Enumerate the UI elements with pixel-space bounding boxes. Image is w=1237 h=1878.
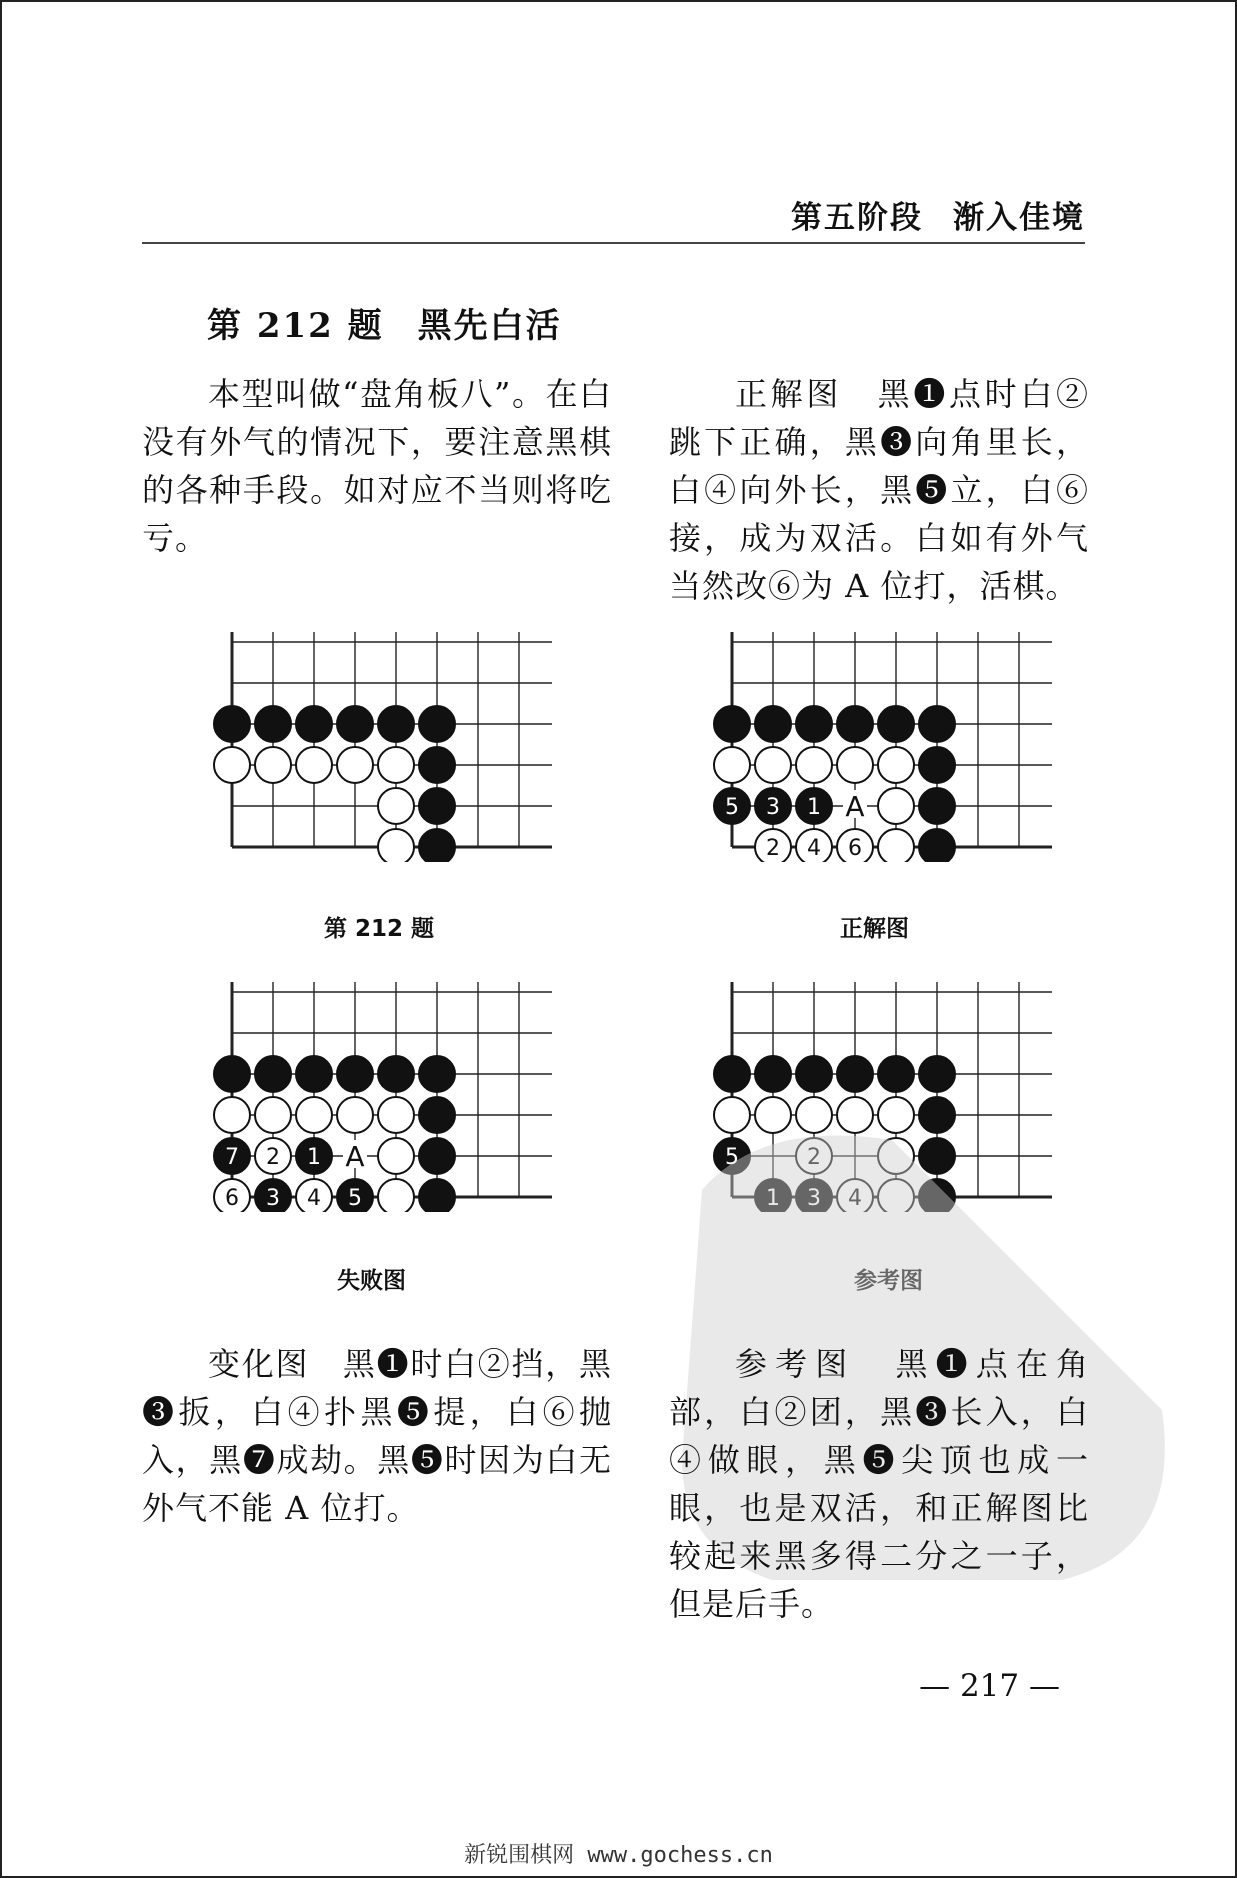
- white-stone: [878, 1138, 914, 1174]
- stone-move-number: 3: [266, 1186, 280, 1211]
- black-stone: [419, 1179, 455, 1212]
- caption-solution: 正解图: [840, 916, 909, 942]
- white-stone: [878, 829, 914, 862]
- problem-task: 黑先白活: [417, 306, 562, 346]
- black-stone: [919, 829, 955, 862]
- white-stone: [837, 1097, 873, 1133]
- stone-move-number: 3: [807, 1186, 821, 1211]
- white-stone: [378, 1179, 414, 1212]
- white-stone: [878, 1097, 914, 1133]
- black-stone: [419, 1056, 455, 1092]
- stone-move-number: 1: [307, 1145, 321, 1170]
- black-stone: [919, 1179, 955, 1212]
- stone-move-number: 4: [807, 836, 821, 861]
- white-stone: [378, 788, 414, 824]
- solution-paragraph: 正解图 黑❶点时白②跳下正确，黑❸向角里长，白④向外长，黑❺立，白⑥接，成为双活。白如有外气当然改⑥为 A 位打，活棋。: [669, 375, 1089, 605]
- point-mark-label: A: [845, 790, 865, 823]
- white-stone: [255, 747, 291, 783]
- white-stone: [796, 1097, 832, 1133]
- black-stone: [919, 788, 955, 824]
- go-diagram-reference: [712, 982, 1052, 1212]
- stone-move-number: 5: [725, 1145, 739, 1170]
- black-stone: [919, 706, 955, 742]
- point-mark-label: A: [345, 1140, 365, 1173]
- black-stone: [714, 1056, 750, 1092]
- black-stone: [378, 1056, 414, 1092]
- header-rule: [142, 242, 1085, 244]
- white-stone: [714, 1097, 750, 1133]
- stone-move-number: 7: [225, 1145, 239, 1170]
- black-stone: [755, 1056, 791, 1092]
- black-stone: [296, 706, 332, 742]
- white-stone: [255, 1097, 291, 1133]
- white-stone: [214, 747, 250, 783]
- black-stone: [837, 1056, 873, 1092]
- top-border: [2, 0, 1235, 2]
- black-stone: [419, 747, 455, 783]
- black-stone: [255, 706, 291, 742]
- white-stone: [755, 1097, 791, 1133]
- black-stone: [419, 829, 455, 862]
- header-section: 第五阶段: [791, 200, 923, 236]
- header-subtitle: 渐入佳境: [953, 200, 1085, 236]
- go-diagram-solution: [712, 632, 1052, 862]
- black-stone: [337, 706, 373, 742]
- white-stone: [714, 747, 750, 783]
- black-stone: [796, 706, 832, 742]
- white-stone: [878, 1179, 914, 1212]
- intro-paragraph: 本型叫做“盘角板八”。在白没有外气的情况下，要注意黑棋的各种手段。如对应不当则将吃亏。: [142, 375, 612, 557]
- white-stone: [296, 747, 332, 783]
- go-diagram-failure: [212, 982, 552, 1212]
- black-stone: [296, 1056, 332, 1092]
- stone-move-number: 6: [848, 836, 862, 861]
- white-stone: [378, 747, 414, 783]
- white-stone: [878, 747, 914, 783]
- stone-move-number: 3: [766, 795, 780, 820]
- stone-move-number: 5: [725, 795, 739, 820]
- black-stone: [419, 788, 455, 824]
- black-stone: [837, 706, 873, 742]
- black-stone: [419, 1097, 455, 1133]
- black-stone: [919, 1056, 955, 1092]
- black-stone: [419, 1138, 455, 1174]
- black-stone: [378, 706, 414, 742]
- black-stone: [214, 706, 250, 742]
- caption-problem: 第 212 题: [324, 916, 435, 942]
- black-stone: [255, 1056, 291, 1092]
- black-stone: [714, 706, 750, 742]
- white-stone: [837, 747, 873, 783]
- stone-move-number: 5: [348, 1186, 362, 1211]
- running-header: [791, 192, 1085, 237]
- page-number: — 217 —: [919, 1668, 1060, 1704]
- caption-failure: 失败图: [337, 1268, 406, 1294]
- stone-move-number: 2: [766, 836, 780, 861]
- stone-move-number: 2: [266, 1145, 280, 1170]
- black-stone: [755, 706, 791, 742]
- reference-paragraph: 参考图 黑❶点在角部，白②团，黑❸长入，白④做眼，黑❺尖顶也成一眼，也是双活，和正解图比较起来黑多得二分之一子，但是后手。: [669, 1345, 1089, 1623]
- stone-move-number: 2: [807, 1145, 821, 1170]
- black-stone: [796, 1056, 832, 1092]
- white-stone: [296, 1097, 332, 1133]
- stone-move-number: 1: [766, 1186, 780, 1211]
- black-stone: [214, 1056, 250, 1092]
- stone-move-number: 4: [307, 1186, 321, 1211]
- variation-paragraph: 变化图 黑❶时白②挡，黑❸扳，白④扑黑❺提，白⑥抛入，黑❼成劫。黑❺时因为白无外气不能 A 位打。: [142, 1345, 612, 1527]
- stone-move-number: 1: [807, 795, 821, 820]
- black-stone: [878, 1056, 914, 1092]
- black-stone: [919, 1138, 955, 1174]
- white-stone: [796, 747, 832, 783]
- white-stone: [878, 788, 914, 824]
- black-stone: [919, 747, 955, 783]
- white-stone: [214, 1097, 250, 1133]
- stone-move-number: 6: [225, 1186, 239, 1211]
- problem-number: 第 212 题: [207, 306, 384, 346]
- black-stone: [337, 1056, 373, 1092]
- black-stone: [419, 706, 455, 742]
- stone-move-number: 4: [848, 1186, 862, 1211]
- footer-site: 新锐围棋网 www.gochess.cn: [464, 1843, 773, 1868]
- black-stone: [919, 1097, 955, 1133]
- white-stone: [378, 1097, 414, 1133]
- white-stone: [378, 1138, 414, 1174]
- white-stone: [378, 829, 414, 862]
- white-stone: [337, 747, 373, 783]
- problem-title: [207, 298, 562, 347]
- black-stone: [878, 706, 914, 742]
- white-stone: [755, 747, 791, 783]
- caption-reference: 参考图: [854, 1268, 923, 1294]
- white-stone: [337, 1097, 373, 1133]
- go-diagram-problem: [212, 632, 552, 862]
